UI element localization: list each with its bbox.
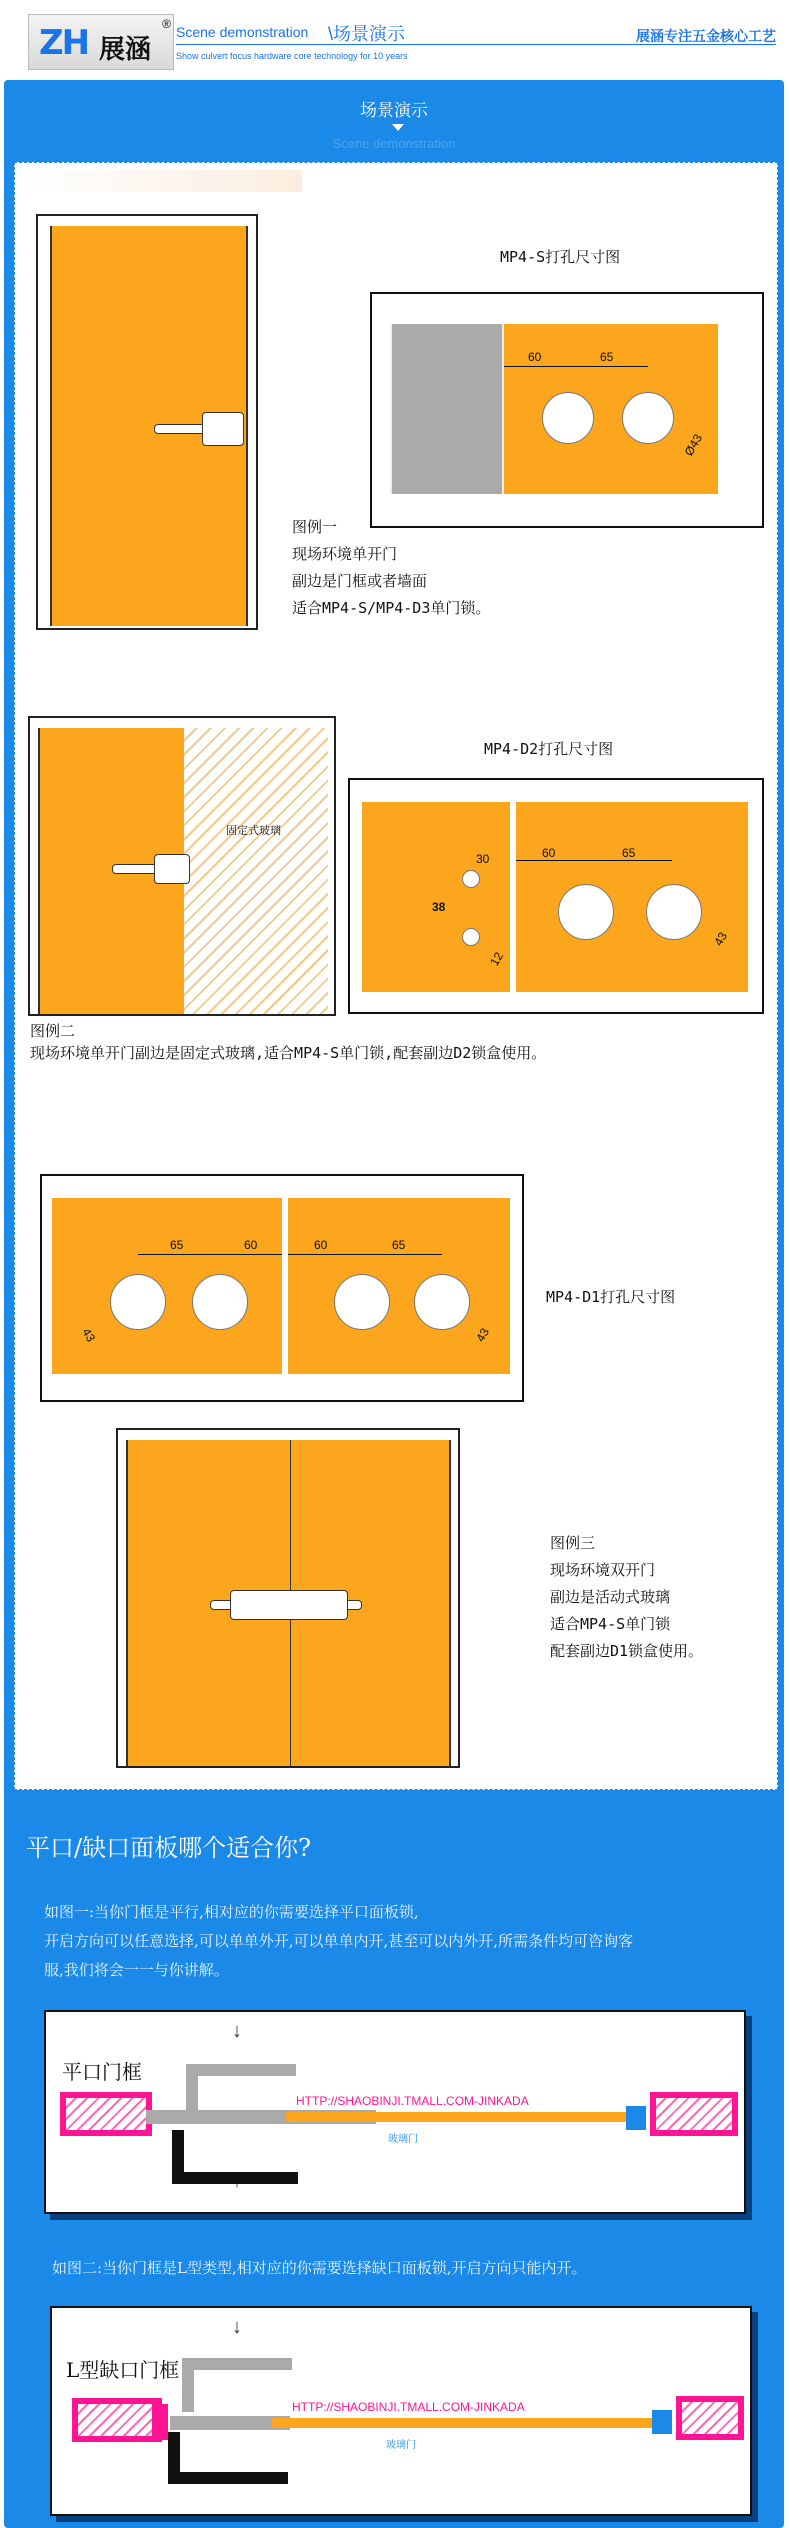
caption-3 — [550, 1530, 703, 1665]
panel-para-1: 如图一:当你门框是平行,相对应的你需要选择平口面板锁, — [44, 1903, 419, 1921]
door-frame-block — [650, 2092, 738, 2136]
drill-diagram-1 — [370, 292, 764, 528]
down-arrow-icon: ↓ — [232, 2316, 242, 2338]
caption-1 — [292, 514, 490, 622]
dim-line — [516, 860, 586, 861]
watermark-url: HTTP://SHAOBINJI.TMALL.COM-JINKADA — [292, 2400, 525, 2414]
drill-hole — [334, 1274, 390, 1330]
header-slogan: 展涵专注五金核心工艺 — [636, 28, 776, 44]
caption-2 — [30, 1020, 546, 1064]
panel-para-3: 服,我们将会一一与你讲解。 — [44, 1961, 229, 1979]
drill-hole — [462, 928, 480, 946]
strike-section — [362, 802, 510, 992]
brand-logo[interactable] — [28, 14, 174, 70]
panel-para-2: 开启方向可以任意选择,可以单单外开,可以单单内开,甚至可以内外开,所需条件均可咨询客 — [44, 1932, 634, 1950]
dim-line — [138, 1254, 220, 1255]
down-arrow-icon: ↓ — [232, 2020, 242, 2042]
dim-line — [362, 1254, 442, 1255]
drill-hole — [542, 392, 594, 444]
dim-label: 30 — [476, 852, 490, 866]
dim-label: 65 — [622, 846, 636, 860]
frame-strip — [390, 324, 504, 494]
panel-black — [168, 2472, 288, 2484]
logo-text: ZH — [39, 23, 89, 63]
lock-box-icon — [154, 854, 190, 884]
dim-label: 43 — [473, 1325, 493, 1345]
section-en: Scene demonstration — [176, 24, 309, 40]
drill-hole — [414, 1274, 470, 1330]
diagram-label: 平口门框 — [62, 2060, 142, 2084]
dim-label: 65 — [170, 1238, 184, 1252]
panel-para-4: 如图二:当你门框是L型类型,相对应的你需要选择缺口面板锁,开启方向只能内开。 — [52, 2259, 587, 2277]
caption-line: 适合MP4-S/MP4-D3单门锁。 — [292, 599, 491, 617]
dim-label: 65 — [600, 350, 614, 364]
panel-black — [172, 2172, 298, 2184]
door-frame-block — [676, 2396, 744, 2440]
diagram-label: L型缺口门框 — [66, 2358, 180, 2382]
lock-box-icon — [230, 1590, 348, 1620]
glass-door-label: 玻璃门 — [386, 2440, 416, 2451]
dim-line — [586, 860, 672, 861]
caption-line: 图例一 — [292, 518, 338, 536]
drill-hole — [558, 884, 614, 940]
door-section-right — [288, 1198, 510, 1374]
drill-hole — [622, 392, 674, 444]
panel-gray — [182, 2358, 292, 2370]
glass-door-label: 玻璃门 — [388, 2134, 418, 2145]
dim-line — [220, 1254, 282, 1255]
glass-label: 固定式玻璃 — [226, 824, 281, 837]
lock-box-icon — [202, 412, 244, 446]
dim-line — [288, 1254, 362, 1255]
door-diagram-1 — [36, 214, 258, 630]
drill-hole — [192, 1274, 248, 1330]
drill-hole — [110, 1274, 166, 1330]
dim-label: 38 — [432, 900, 446, 914]
dim-label: Ø43 — [681, 431, 706, 459]
l-frame-diagram — [50, 2306, 752, 2516]
logo-cn: 展涵 — [99, 35, 152, 65]
caption-line: 现场环境双开门 — [550, 1561, 656, 1579]
strike-box — [626, 2106, 646, 2130]
glass-door — [286, 2112, 646, 2122]
banner-title: 场景演示 — [360, 101, 428, 120]
caption-line: 配套副边D1锁盒使用。 — [550, 1642, 704, 1660]
door-section — [516, 802, 748, 992]
dim-label: 60 — [244, 1238, 258, 1252]
dim-label: 12 — [487, 949, 507, 969]
dim-label: 60 — [528, 350, 542, 364]
dim-label: 60 — [314, 1238, 328, 1252]
dim-label: 60 — [542, 846, 556, 860]
banner-arrow-icon — [392, 124, 404, 131]
panel-section-title: 平口/缺口面板哪个适合你? — [26, 1834, 311, 1862]
flat-frame-diagram — [44, 2010, 746, 2214]
caption-title: 图例二 — [30, 1022, 76, 1040]
dim-label: 43 — [79, 1325, 99, 1345]
caption-line: 副边是活动式玻璃 — [550, 1588, 671, 1606]
banner-subtitle: Scene demonstration — [332, 136, 456, 151]
drill-diagram-3 — [40, 1174, 524, 1402]
dim-label: 43 — [711, 929, 731, 949]
drill-hole — [646, 884, 702, 940]
caption-line: 副边是门框或者墙面 — [292, 572, 428, 590]
panel-gray — [182, 2358, 194, 2412]
caption-line: 现场环境单开门 — [292, 545, 398, 563]
strike-box — [652, 2410, 672, 2434]
frame-notch — [152, 2404, 168, 2440]
watermark-url: HTTP://SHAOBINJI.TMALL.COM-JINKADA — [296, 2094, 529, 2108]
registered-mark: ® — [162, 17, 171, 31]
diagram-title-1: MP4-S打孔尺寸图 — [500, 248, 621, 266]
door-diagram-2 — [28, 716, 336, 1016]
door-frame-block — [72, 2398, 162, 2442]
diagram-title-2: MP4-D2打孔尺寸图 — [484, 740, 614, 758]
panel-gray — [186, 2064, 296, 2076]
door-frame-block — [60, 2092, 152, 2136]
dim-line — [504, 366, 566, 367]
glass-door — [272, 2418, 672, 2428]
door-section-left — [52, 1198, 282, 1374]
panel-gray — [186, 2064, 198, 2114]
section-cn: \场景演示 — [328, 24, 406, 44]
door-diagram-3 — [116, 1428, 460, 1768]
caption-line: 适合MP4-S单门锁 — [550, 1615, 671, 1633]
dim-label: 65 — [392, 1238, 406, 1252]
door-section — [504, 324, 718, 494]
decorative-bar — [18, 170, 302, 192]
drill-diagram-2 — [348, 778, 764, 1014]
caption-line: 现场环境单开门副边是固定式玻璃,适合MP4-S单门锁,配套副边D2锁盒使用。 — [30, 1044, 547, 1062]
drill-hole — [462, 870, 480, 888]
diagram-title-3: MP4-D1打孔尺寸图 — [546, 1288, 676, 1306]
dim-line — [566, 366, 648, 367]
header-subtitle: Show culvert focus hardware core technology for 10 years — [176, 51, 408, 61]
fixed-glass — [184, 728, 328, 1014]
caption-line: 图例三 — [550, 1534, 596, 1552]
